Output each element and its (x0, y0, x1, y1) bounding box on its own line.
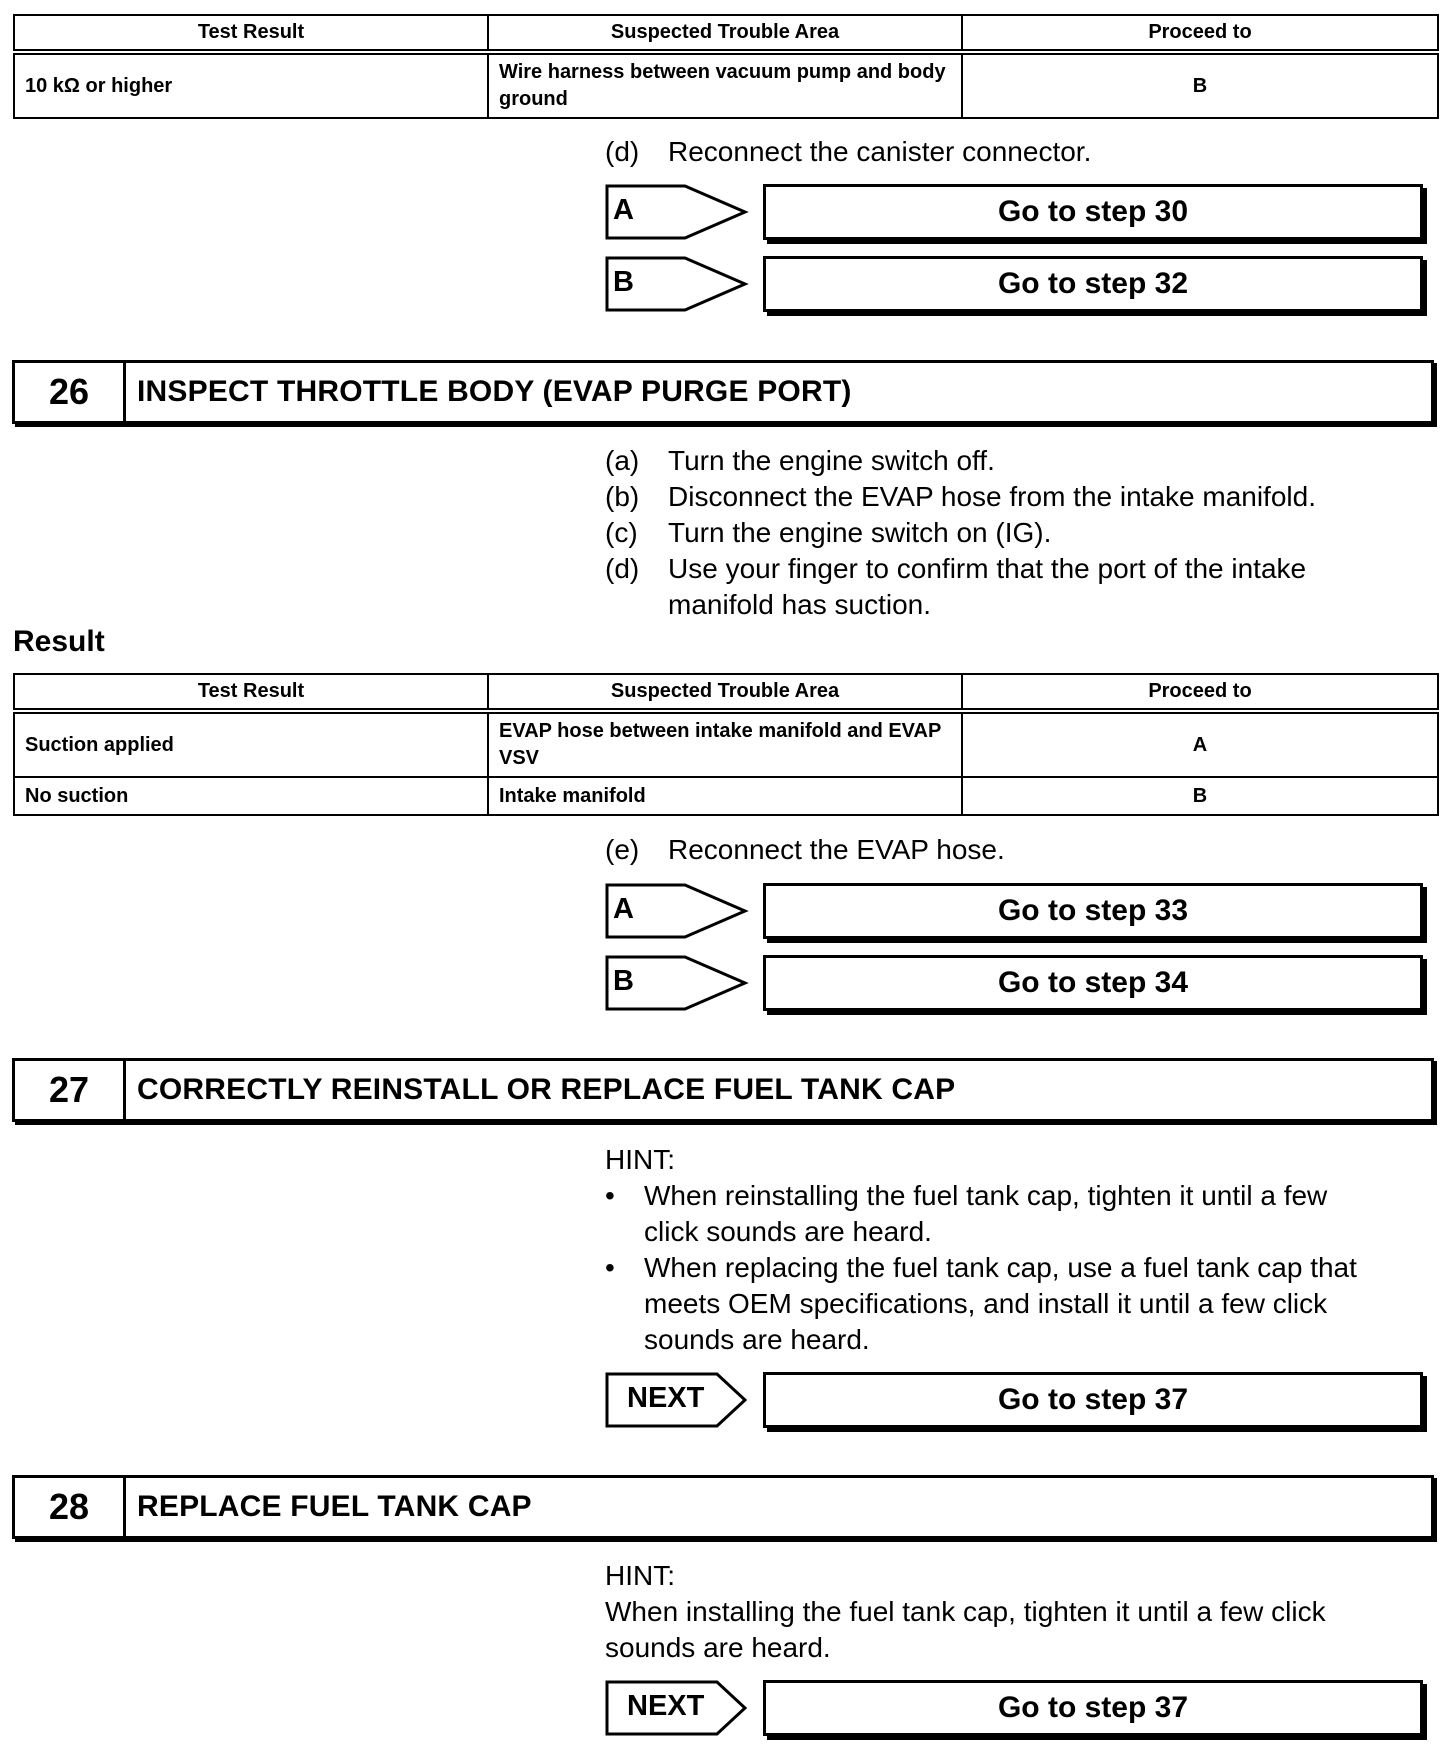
choice-b-step32[interactable] (605, 256, 1435, 318)
step-number: 26 (15, 363, 126, 421)
instruction-label: (b) (605, 481, 640, 512)
instruction-text: Turn the engine switch on (IG). (668, 517, 1052, 548)
cell-suspected-area: Wire harness between vacuum pump and body ground (488, 52, 962, 118)
cell-test-result: Suction applied (14, 711, 488, 777)
bullet-text-line2: click sounds are heard. (644, 1216, 932, 1247)
cell-suspected-area: EVAP hose between intake manifold and EVAP VSV (488, 711, 962, 777)
cell-proceed-to: A (962, 711, 1438, 777)
choice-next-step37[interactable] (605, 1372, 1435, 1434)
step-number: 27 (15, 1061, 126, 1119)
result-heading: Result (13, 625, 105, 658)
result-table-step26 (13, 673, 1439, 816)
step-28-header (12, 1475, 1434, 1539)
step-27-header (12, 1058, 1434, 1122)
go-to-step-button[interactable]: Go to step 34 (763, 955, 1423, 1011)
choice-a-step33[interactable] (605, 883, 1435, 945)
choice-letter: NEXT (627, 1382, 705, 1414)
cell-proceed-to: B (962, 777, 1438, 815)
bullet-text-line2: meets OEM specifications, and install it until a few click (644, 1288, 1328, 1319)
table-header-row (14, 674, 1438, 711)
go-to-step-button[interactable]: Go to step 32 (763, 256, 1423, 312)
header-suspected-area: Suspected Trouble Area (488, 15, 962, 52)
hint-label: HINT: (605, 1144, 675, 1175)
choice-b-step34[interactable] (605, 955, 1435, 1017)
result-table-step25 (13, 14, 1439, 119)
go-to-step-button[interactable]: Go to step 37 (763, 1372, 1423, 1428)
hint-label: HINT: (605, 1560, 675, 1591)
table-row (14, 777, 1438, 815)
choice-next-step37[interactable] (605, 1680, 1435, 1742)
instruction-text: Disconnect the EVAP hose from the intake manifold. (668, 481, 1316, 512)
bullet-text: When replacing the fuel tank cap, use a fuel tank cap that (644, 1252, 1357, 1283)
hint-bullet-1 (605, 1178, 1435, 1250)
instruction-label: (d) (605, 553, 640, 584)
cell-test-result: 10 kΩ or higher (14, 52, 488, 118)
instruction-label: (d) (605, 136, 640, 167)
instruction-a (605, 443, 1425, 479)
choice-a-step30[interactable] (605, 184, 1435, 246)
hint-text-line2: sounds are heard. (605, 1632, 831, 1663)
bullet-dot-icon: • (605, 1180, 615, 1211)
hint-text: When installing the fuel tank cap, tighten it until a few click (605, 1596, 1326, 1627)
cell-proceed-to: B (962, 52, 1438, 118)
instruction-text: Reconnect the EVAP hose. (668, 834, 1005, 865)
header-test-result: Test Result (14, 674, 488, 711)
header-proceed-to: Proceed to (962, 15, 1438, 52)
table-row (14, 52, 1438, 118)
header-test-result: Test Result (14, 15, 488, 52)
choice-letter: B (613, 266, 634, 298)
instruction-text: Use your finger to confirm that the port of the intake (668, 553, 1307, 584)
step-number: 28 (15, 1478, 126, 1536)
choice-letter: A (613, 194, 634, 226)
instruction-b (605, 479, 1425, 515)
go-to-step-button[interactable]: Go to step 33 (763, 883, 1423, 939)
instruction-e (605, 832, 1425, 868)
bullet-text: When reinstalling the fuel tank cap, tighten it until a few (644, 1180, 1328, 1211)
header-suspected-area: Suspected Trouble Area (488, 674, 962, 711)
step-title: INSPECT THROTTLE BODY (EVAP PURGE PORT) (137, 375, 852, 408)
instruction-text: Reconnect the canister connector. (668, 136, 1092, 167)
go-to-step-button[interactable]: Go to step 37 (763, 1680, 1423, 1736)
cell-test-result: No suction (14, 777, 488, 815)
table-header-row (14, 15, 1438, 52)
hint-bullet-2 (605, 1250, 1435, 1358)
go-to-step-button[interactable]: Go to step 30 (763, 184, 1423, 240)
bullet-text-line3: sounds are heard. (644, 1324, 870, 1355)
instruction-d-reconnect-canister (605, 134, 1425, 170)
instruction-text: Turn the engine switch off. (668, 445, 995, 476)
table-row (14, 711, 1438, 777)
bullet-dot-icon: • (605, 1252, 615, 1283)
instruction-label: (a) (605, 445, 640, 476)
choice-letter: B (613, 965, 634, 997)
instruction-text-line2: manifold has suction. (668, 589, 932, 620)
step-26-header (12, 360, 1434, 424)
step-title: REPLACE FUEL TANK CAP (137, 1490, 532, 1523)
instruction-d (605, 551, 1425, 623)
step-title: CORRECTLY REINSTALL OR REPLACE FUEL TANK CAP (137, 1073, 956, 1106)
choice-letter: A (613, 893, 634, 925)
header-proceed-to: Proceed to (962, 674, 1438, 711)
instruction-c (605, 515, 1425, 551)
choice-letter: NEXT (627, 1690, 705, 1722)
instruction-label: (c) (605, 517, 638, 548)
cell-suspected-area: Intake manifold (488, 777, 962, 815)
instruction-label: (e) (605, 834, 640, 865)
